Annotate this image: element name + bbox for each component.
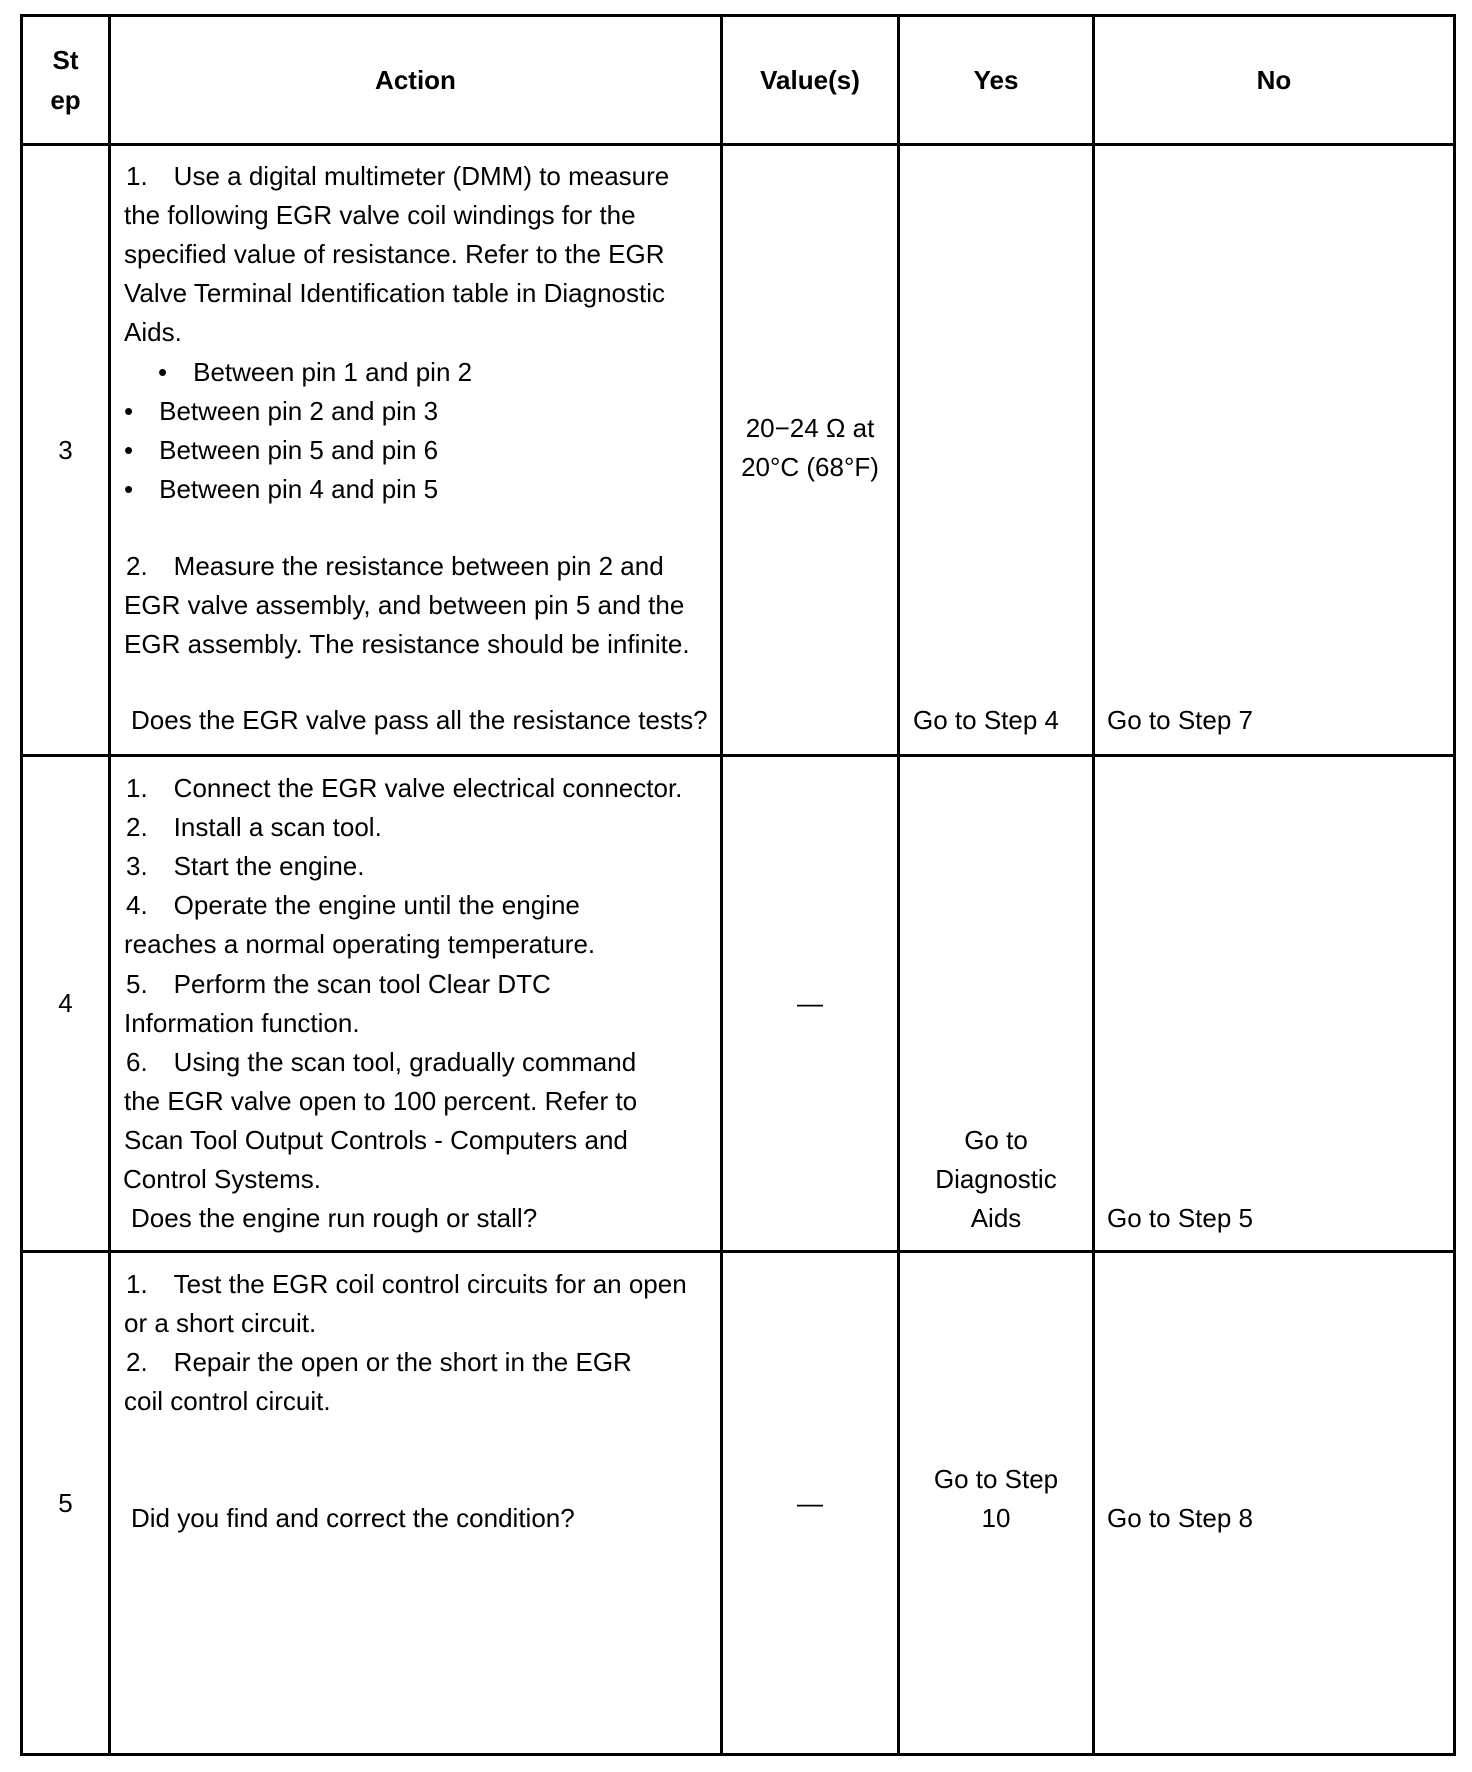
value-cell [723,757,897,1250]
action-cell [111,757,720,1250]
value-line: 20−24 Ω at [745,413,875,443]
action-line: 2. Install a scan tool. [126,812,382,842]
action-line: 2. Repair the open or the short in the EGR [126,1347,632,1377]
step-number: 5 [58,1487,73,1518]
table-border-right [1453,14,1456,1756]
yes-link-line[interactable]: Go to [964,1125,1028,1155]
header-no: No [1256,64,1292,95]
action-question: Does the EGR valve pass all the resistance tests? [131,705,708,735]
action-line: 5. Perform the scan tool Clear DTC [126,969,551,999]
action-line: 1. Use a digital multimeter (DMM) to measure [126,161,670,191]
action-question: Does the engine run rough or stall? [131,1203,538,1233]
action-line: reaches a normal operating temperature. [124,929,596,959]
no-cell [1095,146,1453,754]
no-link[interactable]: Go to Step 7 [1107,705,1253,735]
value-cell [723,1253,897,1753]
yes-cell [900,1253,1092,1753]
action-line: 1. Connect the EGR valve electrical connector. [126,773,683,803]
no-cell [1095,1253,1453,1753]
yes-link-line[interactable]: Go to Step [933,1464,1059,1494]
action-line: Aids. [124,317,182,347]
bullet-item: • Between pin 2 and pin 3 [124,396,439,426]
header-step-line2: ep [50,85,81,115]
action-line: EGR valve assembly, and between pin 5 and the [124,590,685,620]
no-cell [1095,757,1453,1250]
step-number: 4 [58,988,73,1018]
action-line: Control Systems. [123,1164,321,1194]
action-cell [111,1253,720,1753]
value-dash: — [797,1487,823,1518]
yes-link-line[interactable]: Diagnostic [935,1164,1057,1194]
action-line: coil control circuit. [124,1386,331,1416]
action-line: or a short circuit. [124,1308,317,1338]
yes-link-line[interactable]: Aids [970,1203,1022,1233]
yes-link[interactable]: Go to Step 4 [913,705,1059,735]
no-link[interactable]: Go to Step 8 [1107,1503,1253,1533]
action-line: Scan Tool Output Controls - Computers and [124,1125,628,1155]
diagnostic-table [20,14,1456,1756]
action-line: Valve Terminal Identification table in Diagnostic [124,278,665,308]
action-line: 3. Start the engine. [126,851,365,881]
bullet-item: • Between pin 1 and pin 2 [158,357,473,387]
yes-cell [900,146,1092,754]
header-step [23,17,108,143]
bullet-item: • Between pin 5 and pin 6 [124,435,439,465]
action-line: the EGR valve open to 100 percent. Refer to [124,1086,638,1116]
action-line: specified value of resistance. Refer to the EGR [124,239,665,269]
value-line: 20°C (68°F) [741,452,879,482]
action-line: 2. Measure the resistance between pin 2 and [126,551,664,581]
header-yes: Yes [973,64,1019,95]
step-number: 3 [58,434,73,465]
no-link[interactable]: Go to Step 5 [1107,1203,1253,1233]
value-dash: — [797,988,823,1018]
action-line: 6. Using the scan tool, gradually command [126,1047,637,1077]
action-line: EGR assembly. The resistance should be infinite. [124,629,690,659]
yes-link-line[interactable]: 10 [981,1503,1011,1533]
yes-cell [900,757,1092,1250]
action-line: 1. Test the EGR coil control circuits for an open [126,1269,687,1299]
header-action: Action [375,64,456,95]
action-line: Information function. [124,1008,360,1038]
header-step-line1: St [52,45,79,75]
action-line: the following EGR valve coil windings for the [124,200,636,230]
action-question: Did you find and correct the condition? [131,1503,575,1533]
value-cell [723,146,897,754]
bullet-item: • Between pin 4 and pin 5 [124,474,439,504]
table-border-bottom [20,1753,1456,1756]
action-cell [111,146,720,754]
action-line: 4. Operate the engine until the engine [126,890,580,920]
header-values: Value(s) [760,64,860,95]
